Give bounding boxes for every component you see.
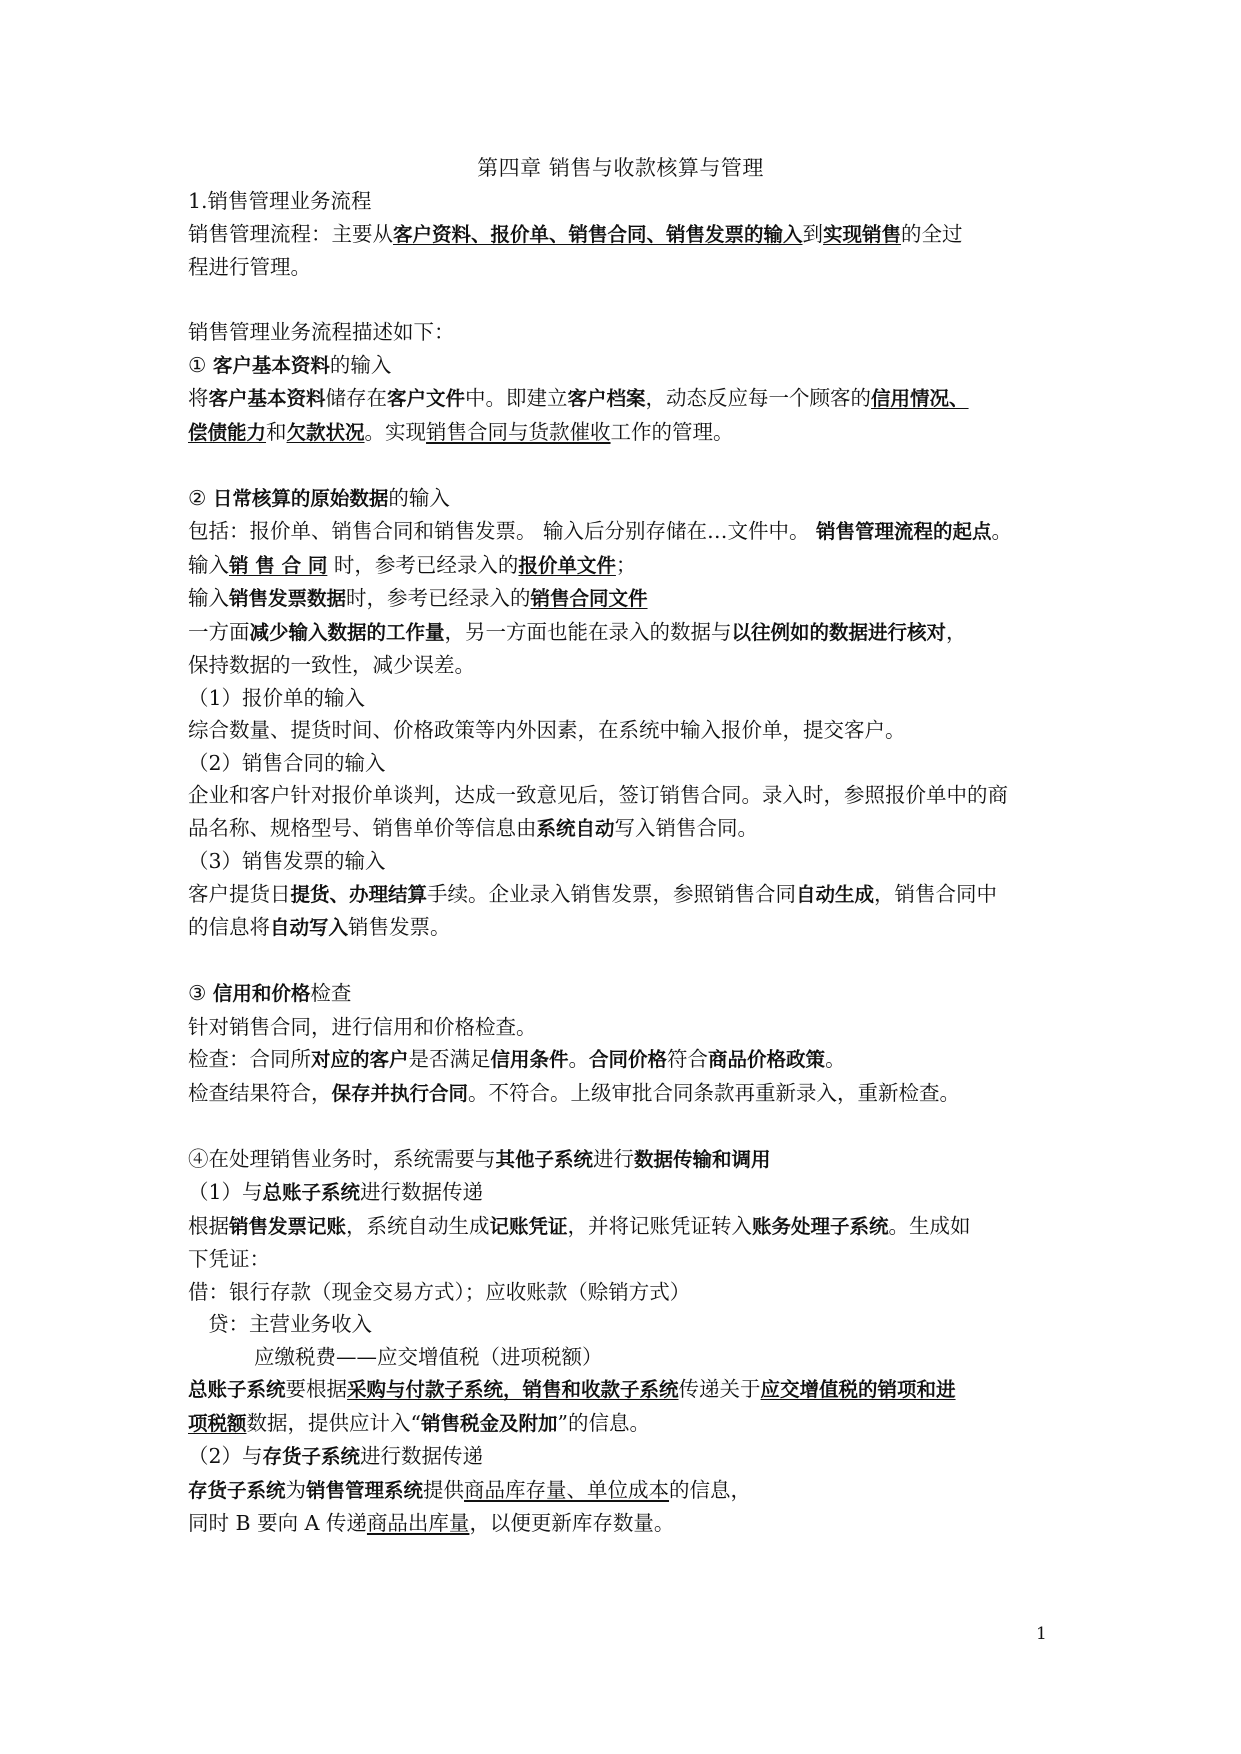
emphasis-text: 应交增值税的销项和进 [760, 1378, 956, 1401]
text-run: 下凭证： [188, 1247, 270, 1271]
text-run: 品名称、规格型号、销售单价等信息由 [188, 815, 537, 840]
emphasis-text: 客户基本资料 [208, 387, 326, 410]
text-line [188, 1276, 1068, 1309]
text-run: ， [946, 619, 967, 644]
text-line [188, 416, 1068, 450]
emphasis-text: 采购与付款子系统，销售和收款子系统 [347, 1378, 679, 1401]
text-run: 检查：合同所 [188, 1047, 311, 1071]
text-line [188, 251, 1068, 284]
emphasis-text: 总账子系统 [188, 1378, 286, 1401]
text-run: 的输入 [388, 485, 450, 510]
text-line [188, 1243, 1068, 1276]
emphasis-text: 总账子系统 [262, 1181, 361, 1204]
text-run: 中。即建立 [465, 386, 568, 410]
text-run: ，系统自动生成 [346, 1213, 490, 1238]
text-run: ，销售合同中 [874, 881, 998, 906]
text-line [188, 1043, 1068, 1077]
emphasis-text: 数据传输和调用 [634, 1147, 771, 1171]
text-run: （1）报价单的输入 [188, 685, 366, 710]
emphasis-text: 自动生成 [796, 882, 875, 906]
emphasis-text: 销售发票记账 [229, 1214, 347, 1238]
emphasis-text: 信用和价格 [212, 982, 311, 1005]
text-run: ② [188, 485, 213, 510]
emphasis-text: 减少输入数据的工作量 [249, 620, 445, 644]
text-line [188, 714, 1068, 747]
emphasis-wrapper [347, 1378, 679, 1401]
text-run: 传递关于 [678, 1377, 761, 1401]
text-run: （2）与 [188, 1444, 263, 1468]
emphasis-wrapper [393, 223, 803, 246]
text-run: 进行数据传递 [360, 1444, 484, 1468]
text-run: 写入销售合同。 [614, 815, 759, 840]
text-line [188, 845, 1068, 878]
emphasis-text: 存货子系统 [262, 1445, 361, 1468]
text-run: ③ [188, 981, 213, 1005]
text-run: 针对销售合同，进行信用和价格检查。 [188, 1014, 537, 1039]
text-line [188, 316, 1068, 349]
blank-line [188, 449, 1068, 482]
blank-line [188, 1110, 1068, 1143]
emphasis-wrapper [518, 554, 616, 577]
text-run: （1）与 [188, 1180, 263, 1204]
emphasis-text: 销售管理流程的起点 [816, 520, 992, 543]
emphasis-wrapper [287, 421, 365, 444]
emphasis-text: 项税额 [188, 1411, 247, 1435]
text-line [188, 1308, 1068, 1341]
text-line [188, 747, 1068, 780]
emphasis-wrapper [229, 554, 327, 577]
emphasis-wrapper [761, 1378, 956, 1401]
text-run: 输入 [188, 552, 229, 577]
emphasis-wrapper [531, 587, 648, 610]
emphasis-text: 客户档案 [567, 387, 646, 410]
text-run: ，并将记账凭证转入 [567, 1213, 753, 1238]
text-line [188, 1440, 1068, 1474]
document-body [188, 185, 1068, 1540]
emphasis-text: 合同价格 [589, 1048, 668, 1071]
text-run: 的全过 [901, 221, 963, 246]
text-run: 销售管理流程：主要从 [188, 221, 393, 246]
underlined-text: 商品库存量、单位成本 [464, 1477, 670, 1502]
text-run: 工作的管理。 [610, 419, 734, 444]
text-line [188, 582, 1068, 616]
page-number: 1 [1036, 1624, 1047, 1644]
text-line [188, 911, 1068, 945]
text-line [188, 218, 1068, 252]
text-run: 客户提货日 [188, 881, 291, 906]
emphasis-text: 其他子系统 [495, 1147, 594, 1171]
text-line [188, 1474, 1068, 1508]
text-run: 的信息， [669, 1477, 752, 1502]
text-run: （2）销售合同的输入 [188, 750, 386, 775]
text-line [188, 649, 1068, 682]
text-run: 检查 [310, 981, 352, 1005]
text-run: 符合 [667, 1047, 709, 1071]
emphasis-text: 系统自动 [536, 816, 615, 840]
text-line [188, 616, 1068, 650]
emphasis-text: 信用情况、 [871, 387, 969, 410]
emphasis-text: 销售发票数据 [229, 587, 347, 610]
text-run: 。 [825, 1047, 846, 1071]
text-run: 包括：报价单、销售合同和销售发票。 输入后分别存储在…文件中。 [188, 519, 817, 543]
text-run: 销售管理业务流程描述如下： [188, 320, 455, 344]
text-run: 时，参考已经录入的 [327, 552, 519, 577]
text-run: 企业和客户针对报价单谈判，达成一致意见后，签订销售合同。录入时，参照报价单中的商 [188, 783, 1008, 807]
text-run: 的输入 [329, 352, 392, 377]
text-run: 程进行管理。 [188, 255, 311, 279]
text-run: 。实现 [364, 419, 427, 444]
text-run: 保持数据的一致性，减少误差。 [188, 653, 475, 677]
text-run: 检查结果符合， [188, 1080, 332, 1105]
text-run: 为 [285, 1477, 307, 1502]
text-run: 根据 [188, 1213, 229, 1238]
text-run: 同时 B 要向 A 传递 [188, 1511, 367, 1535]
emphasis-text: 销售管理系统 [306, 1478, 424, 1502]
text-run: 应缴税费——应交增值税（进项税额） [254, 1344, 603, 1369]
emphasis-text: 保存并执行合同 [331, 1081, 469, 1105]
text-run: 。 [568, 1047, 590, 1071]
chapter-title: 第四章 销售与收款核算与管理 [477, 156, 764, 180]
text-run: 。生成如 [888, 1213, 971, 1238]
emphasis-wrapper [188, 421, 266, 444]
text-line [188, 1176, 1068, 1210]
text-line [188, 682, 1068, 715]
text-run: 将 [188, 386, 209, 410]
text-run: 。 [991, 519, 1013, 543]
emphasis-text: 欠款状况 [286, 420, 365, 444]
emphasis-text: 商品价格政策 [708, 1048, 826, 1071]
text-run: 储存在 [325, 386, 388, 410]
text-line [188, 515, 1068, 549]
emphasis-wrapper [823, 223, 901, 246]
text-line [188, 1077, 1068, 1111]
text-run: 是否满足 [408, 1047, 491, 1071]
text-run: 时，参考已经录入的 [346, 586, 531, 610]
text-line [188, 482, 1068, 516]
emphasis-text: 账务处理子系统 [752, 1214, 889, 1238]
text-run: ”的信息。 [557, 1410, 650, 1435]
text-line [188, 812, 1068, 846]
text-line [188, 1341, 1068, 1374]
emphasis-text: 提货、办理结算 [290, 882, 428, 906]
text-run: 数据，提供应计入“ [246, 1410, 421, 1435]
text-run: 手续。企业录入销售发票，参照销售合同 [427, 881, 797, 906]
emphasis-text: 偿债能力 [188, 420, 267, 444]
text-run: 到 [802, 221, 824, 246]
text-line [188, 878, 1068, 912]
text-run: ，以便更新库存数量。 [469, 1511, 675, 1535]
emphasis-text: 客户基本资料 [212, 353, 330, 377]
text-line [188, 549, 1068, 583]
underlined-text: 销售合同与货款催收 [426, 419, 611, 444]
emphasis-text: 客户文件 [387, 387, 466, 410]
text-run: ，动态反应每一个顾客的 [645, 386, 872, 410]
underlined-text: 商品出库量 [366, 1511, 470, 1535]
text-run: （3）销售发票的输入 [188, 849, 386, 873]
text-run: 。不符合。上级审批合同条款再重新录入，重新检查。 [468, 1080, 961, 1105]
text-line [188, 349, 1068, 383]
blank-line [188, 284, 1068, 317]
text-run: ，另一方面也能在录入的数据与 [444, 619, 732, 644]
emphasis-text: 记账凭证 [489, 1214, 568, 1238]
text-run: 和 [266, 419, 287, 444]
text-line [188, 977, 1068, 1011]
text-run: 输入 [188, 586, 229, 610]
text-line [188, 1507, 1068, 1540]
text-line [188, 779, 1068, 812]
text-run: 销售发票。 [348, 915, 451, 939]
emphasis-text: 实现销售 [823, 222, 902, 246]
emphasis-text: 销 售 合 同 [229, 553, 328, 577]
emphasis-wrapper [871, 387, 969, 410]
text-run: 贷：主营业务收入 [208, 1312, 372, 1336]
text-line [188, 1407, 1068, 1441]
text-run: ① [188, 352, 213, 377]
emphasis-text: 自动写入 [270, 916, 349, 939]
text-run: 综合数量、提货时间、价格政策等内外因素，在系统中输入报价单，提交客户。 [188, 718, 906, 742]
text-run: 1.销售管理业务流程 [188, 189, 372, 213]
text-line [188, 185, 1068, 218]
text-run: 进行 [593, 1146, 635, 1171]
text-run: 的信息将 [188, 915, 270, 939]
text-line [188, 1143, 1068, 1177]
text-line [188, 382, 1068, 416]
text-line [188, 1011, 1068, 1044]
emphasis-text: 销售税金及附加 [421, 1411, 558, 1435]
emphasis-text: 存货子系统 [188, 1478, 286, 1502]
emphasis-text: 报价单文件 [518, 553, 616, 577]
text-run: ； [615, 552, 637, 577]
emphasis-text: 对应的客户 [311, 1048, 409, 1071]
emphasis-text: 信用条件 [490, 1048, 569, 1071]
text-line [188, 1210, 1068, 1244]
emphasis-text: 以往例如的数据进行核对 [731, 620, 947, 644]
emphasis-text: 日常核算的原始数据 [212, 486, 389, 510]
text-run: 一方面 [188, 619, 250, 644]
text-run: 借：银行存款（现金交易方式）；应收账款（赊销方式） [188, 1279, 691, 1304]
text-run: 进行数据传递 [360, 1180, 484, 1204]
text-run: ④在处理销售业务时，系统需要与 [188, 1146, 496, 1171]
text-line [188, 1373, 1068, 1407]
emphasis-wrapper [188, 1412, 247, 1435]
emphasis-text: 客户资料、报价单、销售合同、销售发票的输入 [393, 222, 803, 246]
text-run: 要根据 [285, 1377, 348, 1401]
text-run: 提供 [423, 1477, 465, 1502]
blank-line [188, 945, 1068, 978]
emphasis-text: 销售合同文件 [530, 587, 648, 610]
